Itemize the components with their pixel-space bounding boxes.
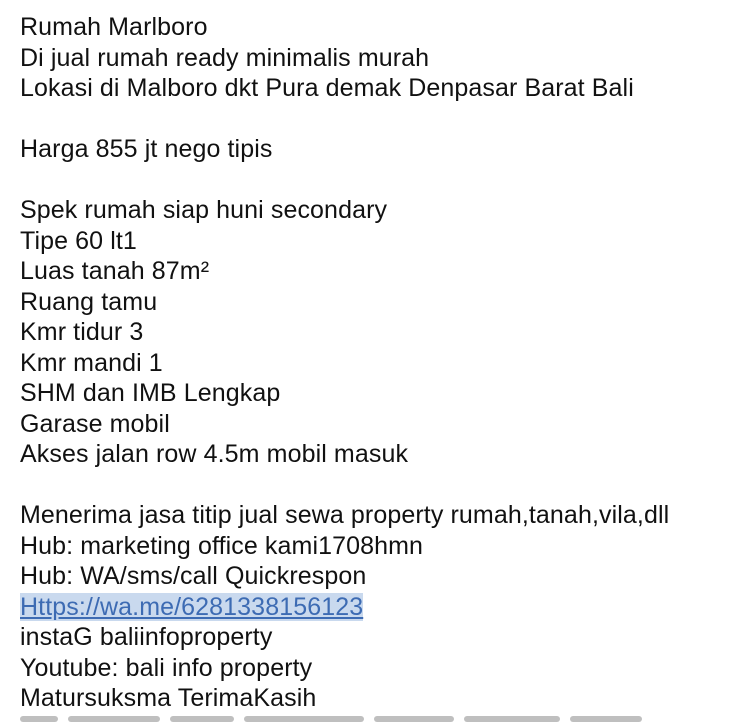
spec-item: Garase mobil (20, 409, 170, 438)
listing-price: Harga 855 jt nego tipis (20, 135, 273, 163)
listing-subtitle: Di jual rumah ready minimalis murah (20, 43, 430, 72)
spec-item: Akses jalan row 4.5m mobil masuk (20, 440, 409, 468)
spec-item: Kmr mandi 1 (20, 348, 163, 377)
spec-item: Ruang tamu (20, 287, 158, 316)
spec-item: Kmr tidur 3 (20, 318, 144, 346)
spec-item: Luas tanah 87m² (20, 257, 210, 285)
spec-item: SHM dan IMB Lengkap (20, 379, 281, 407)
services-text: Menerima jasa titip jual sewa property rumah,tanah,vila,dll (20, 501, 670, 529)
listing-title: Rumah Marlboro (20, 13, 208, 41)
message-body (20, 12, 745, 714)
whatsapp-link[interactable]: Https://wa.me/6281338156123 (20, 592, 364, 621)
instagram-text: instaG baliinfoproperty (20, 623, 273, 651)
blank-line (20, 470, 745, 501)
spec-item: Tipe 60 lt1 (20, 226, 137, 255)
contact-channels: Hub: WA/sms/call Quickrespon (20, 562, 367, 590)
blank-line (20, 165, 745, 196)
blank-line (20, 104, 745, 135)
youtube-text: Youtube: bali info property (20, 653, 313, 682)
closing-text: Matursuksma TerimaKasih (20, 684, 317, 712)
spec-item: Spek rumah siap huni secondary (20, 196, 388, 224)
contact-office: Hub: marketing office kami1708hmn (20, 531, 424, 560)
whatsapp-line (20, 592, 745, 623)
listing-location: Lokasi di Malboro dkt Pura demak Denpasar Barat Bali (20, 74, 634, 102)
cut-off-text-line (20, 714, 680, 724)
